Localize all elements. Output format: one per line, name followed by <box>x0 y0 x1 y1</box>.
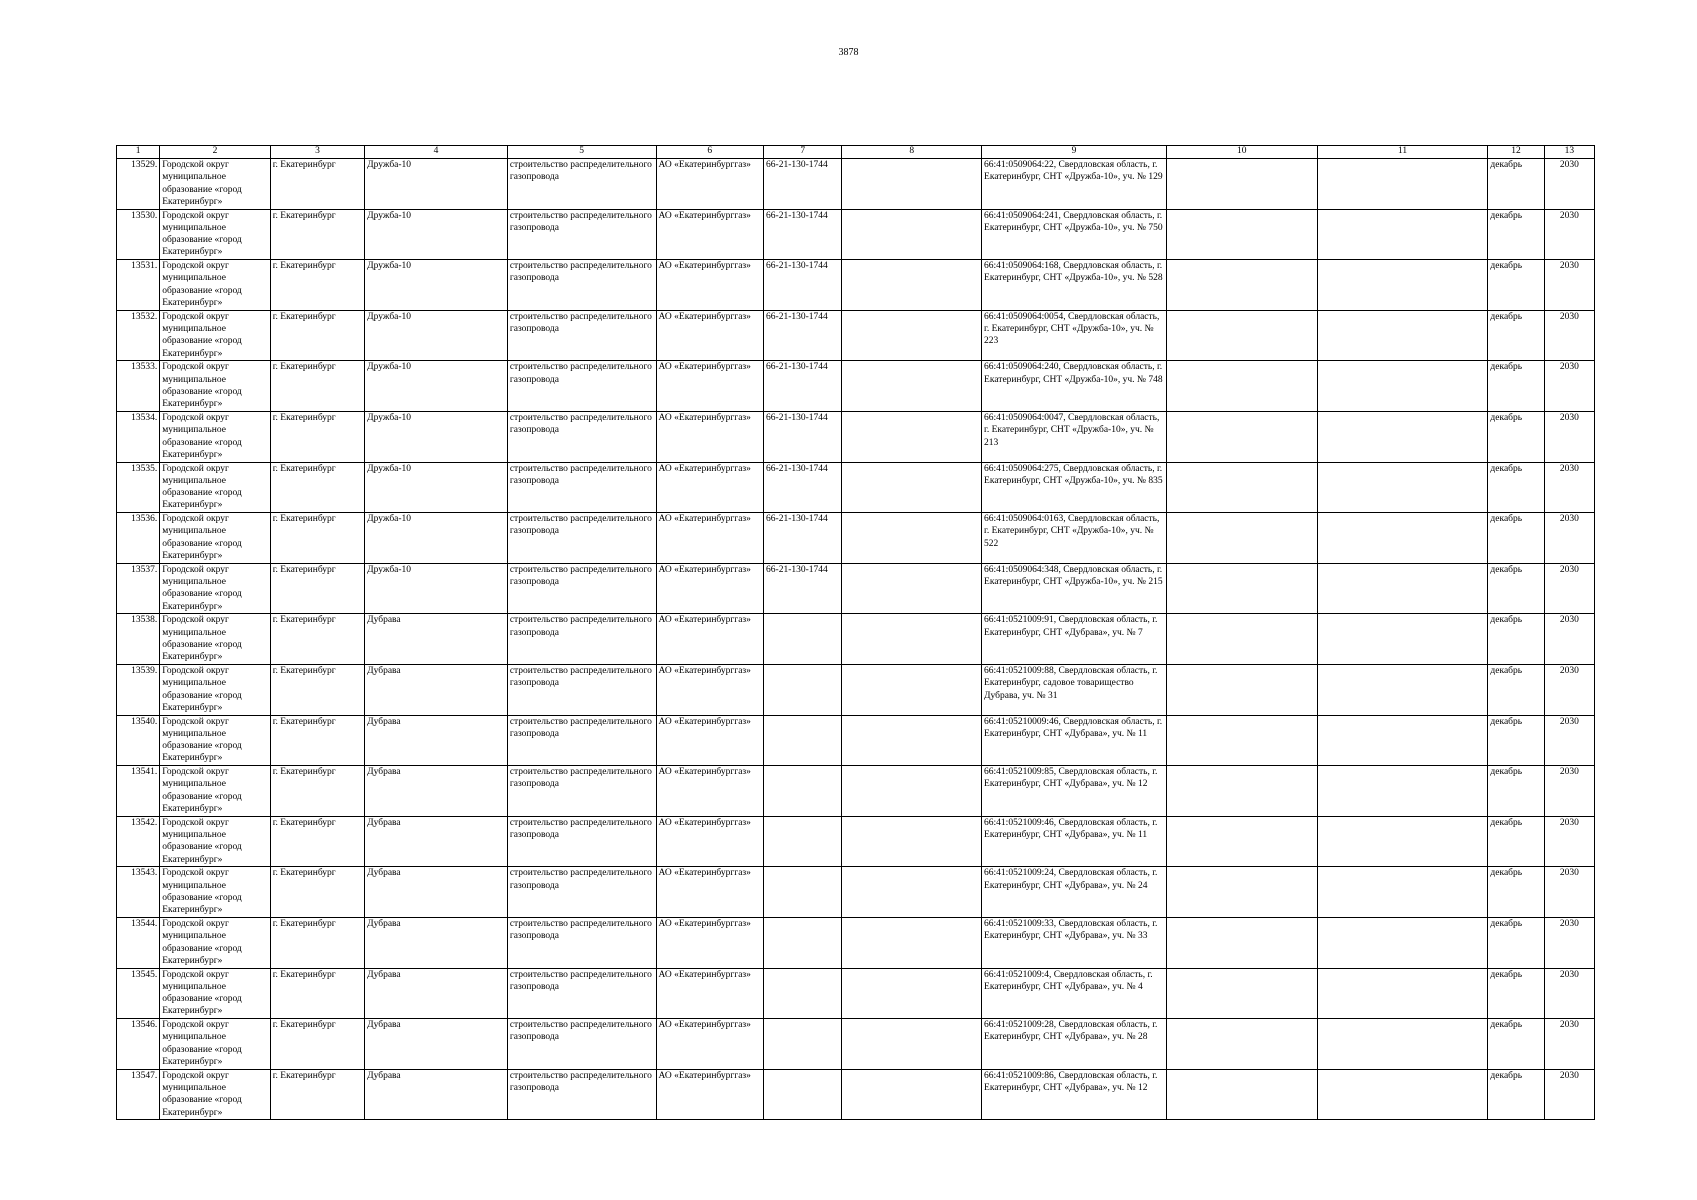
cell-address: 66:41:0509064:0054, Свердловская область, г. Екатеринбург, СНТ «Дружба-10», уч. № 223 <box>982 310 1167 361</box>
cell-col11 <box>1317 411 1488 462</box>
cell-month: декабрь <box>1488 968 1544 1019</box>
table-row <box>117 411 1595 462</box>
cell-year: 2030 <box>1544 310 1594 361</box>
cell-month: декабрь <box>1488 411 1544 462</box>
cell-year: 2030 <box>1544 361 1594 412</box>
cell-locality: Дубрава <box>365 664 508 715</box>
cell-month: декабрь <box>1488 1019 1544 1070</box>
cell-col10 <box>1166 816 1317 867</box>
cell-district: Городской округ муниципальное образование «город Екатеринбург» <box>160 816 271 867</box>
cell-work: строительство распределительного газопровода <box>507 411 656 462</box>
cell-district: Городской округ муниципальное образование «город Екатеринбург» <box>160 664 271 715</box>
cell-number: 13541. <box>117 766 160 817</box>
cell-code <box>764 968 842 1019</box>
cell-number: 13543. <box>117 867 160 918</box>
cell-number: 13539. <box>117 664 160 715</box>
cell-work: строительство распределительного газопровода <box>507 715 656 766</box>
cell-organization: АО «Екатеринбурггаз» <box>656 715 764 766</box>
cell-work: строительство распределительного газопровода <box>507 917 656 968</box>
cell-city: г. Екатеринбург <box>270 462 364 513</box>
cell-year: 2030 <box>1544 1069 1594 1120</box>
cell-col10 <box>1166 867 1317 918</box>
cell-locality: Дубрава <box>365 715 508 766</box>
column-header: 2 <box>160 146 271 159</box>
table-row <box>117 766 1595 817</box>
cell-organization: АО «Екатеринбурггаз» <box>656 917 764 968</box>
cell-code <box>764 664 842 715</box>
cell-col8 <box>842 968 982 1019</box>
cell-col11 <box>1317 159 1488 210</box>
cell-code: 66-21-130-1744 <box>764 159 842 210</box>
cell-col8 <box>842 310 982 361</box>
cell-city: г. Екатеринбург <box>270 614 364 665</box>
cell-work: строительство распределительного газопровода <box>507 209 656 260</box>
table-row <box>117 563 1595 614</box>
cell-code: 66-21-130-1744 <box>764 260 842 311</box>
cell-city: г. Екатеринбург <box>270 159 364 210</box>
cell-col11 <box>1317 310 1488 361</box>
cell-month: декабрь <box>1488 209 1544 260</box>
cell-col10 <box>1166 361 1317 412</box>
cell-year: 2030 <box>1544 664 1594 715</box>
cell-code <box>764 614 842 665</box>
cell-number: 13532. <box>117 310 160 361</box>
cell-work: строительство распределительного газопровода <box>507 159 656 210</box>
cell-address: 66:41:0509064:22, Свердловская область, г. Екатеринбург, СНТ «Дружба-10», уч. № 129 <box>982 159 1167 210</box>
cell-col11 <box>1317 513 1488 564</box>
cell-col8 <box>842 513 982 564</box>
cell-work: строительство распределительного газопровода <box>507 462 656 513</box>
cell-work: строительство распределительного газопровода <box>507 563 656 614</box>
cell-month: декабрь <box>1488 462 1544 513</box>
table-row <box>117 513 1595 564</box>
cell-organization: АО «Екатеринбурггаз» <box>656 209 764 260</box>
cell-district: Городской округ муниципальное образование «город Екатеринбург» <box>160 563 271 614</box>
cell-year: 2030 <box>1544 563 1594 614</box>
cell-month: декабрь <box>1488 513 1544 564</box>
cell-year: 2030 <box>1544 462 1594 513</box>
cell-work: строительство распределительного газопровода <box>507 513 656 564</box>
cell-organization: АО «Екатеринбурггаз» <box>656 513 764 564</box>
cell-address: 66:41:0521009:86, Свердловская область, г. Екатеринбург, СНТ «Дубрава», уч. № 12 <box>982 1069 1167 1120</box>
table-row <box>117 209 1595 260</box>
cell-month: декабрь <box>1488 917 1544 968</box>
cell-col10 <box>1166 715 1317 766</box>
cell-code: 66-21-130-1744 <box>764 411 842 462</box>
table-row <box>117 614 1595 665</box>
cell-col11 <box>1317 1019 1488 1070</box>
cell-organization: АО «Екатеринбурггаз» <box>656 867 764 918</box>
cell-district: Городской округ муниципальное образование «город Екатеринбург» <box>160 614 271 665</box>
table-row <box>117 462 1595 513</box>
cell-city: г. Екатеринбург <box>270 563 364 614</box>
cell-year: 2030 <box>1544 715 1594 766</box>
cell-organization: АО «Екатеринбурггаз» <box>656 260 764 311</box>
cell-district: Городской округ муниципальное образование «город Екатеринбург» <box>160 260 271 311</box>
table-row <box>117 816 1595 867</box>
cell-col10 <box>1166 1019 1317 1070</box>
cell-col10 <box>1166 462 1317 513</box>
cell-address: 66:41:0521009:28, Свердловская область, г. Екатеринбург, СНТ «Дубрава», уч. № 28 <box>982 1019 1167 1070</box>
cell-code <box>764 1069 842 1120</box>
cell-organization: АО «Екатеринбурггаз» <box>656 361 764 412</box>
cell-number: 13536. <box>117 513 160 564</box>
cell-district: Городской округ муниципальное образование «город Екатеринбург» <box>160 361 271 412</box>
cell-year: 2030 <box>1544 816 1594 867</box>
cell-col8 <box>842 917 982 968</box>
cell-month: декабрь <box>1488 1069 1544 1120</box>
cell-address: 66:41:0509064:240, Свердловская область, г. Екатеринбург, СНТ «Дружба-10», уч. № 748 <box>982 361 1167 412</box>
table-row <box>117 310 1595 361</box>
cell-col11 <box>1317 917 1488 968</box>
cell-work: строительство распределительного газопровода <box>507 1019 656 1070</box>
cell-code: 66-21-130-1744 <box>764 513 842 564</box>
cell-year: 2030 <box>1544 766 1594 817</box>
table-row <box>117 361 1595 412</box>
cell-city: г. Екатеринбург <box>270 867 364 918</box>
cell-work: строительство распределительного газопровода <box>507 867 656 918</box>
cell-address: 66:41:0521009:91, Свердловская область, г. Екатеринбург, СНТ «Дубрава», уч. № 7 <box>982 614 1167 665</box>
cell-number: 13531. <box>117 260 160 311</box>
cell-col8 <box>842 1019 982 1070</box>
cell-year: 2030 <box>1544 917 1594 968</box>
cell-number: 13547. <box>117 1069 160 1120</box>
cell-work: строительство распределительного газопровода <box>507 664 656 715</box>
cell-year: 2030 <box>1544 209 1594 260</box>
table-row <box>117 260 1595 311</box>
column-header: 13 <box>1544 146 1594 159</box>
cell-number: 13540. <box>117 715 160 766</box>
column-header: 11 <box>1317 146 1488 159</box>
cell-organization: АО «Екатеринбурггаз» <box>656 664 764 715</box>
column-header: 3 <box>270 146 364 159</box>
cell-code <box>764 715 842 766</box>
column-header: 8 <box>842 146 982 159</box>
cell-organization: АО «Екатеринбурггаз» <box>656 1019 764 1070</box>
cell-district: Городской округ муниципальное образование «город Екатеринбург» <box>160 310 271 361</box>
cell-month: декабрь <box>1488 260 1544 311</box>
cell-organization: АО «Екатеринбурггаз» <box>656 462 764 513</box>
cell-district: Городской округ муниципальное образование «город Екатеринбург» <box>160 209 271 260</box>
cell-district: Городской округ муниципальное образование «город Екатеринбург» <box>160 159 271 210</box>
cell-locality: Дружба-10 <box>365 260 508 311</box>
table-row <box>117 867 1595 918</box>
cell-city: г. Екатеринбург <box>270 715 364 766</box>
cell-col8 <box>842 260 982 311</box>
cell-locality: Дубрава <box>365 917 508 968</box>
cell-work: строительство распределительного газопровода <box>507 816 656 867</box>
cell-locality: Дубрава <box>365 1019 508 1070</box>
cell-district: Городской округ муниципальное образование «город Екатеринбург» <box>160 715 271 766</box>
table-row <box>117 159 1595 210</box>
cell-col8 <box>842 766 982 817</box>
cell-code: 66-21-130-1744 <box>764 209 842 260</box>
cell-col8 <box>842 715 982 766</box>
cell-number: 13537. <box>117 563 160 614</box>
cell-col8 <box>842 867 982 918</box>
cell-code: 66-21-130-1744 <box>764 310 842 361</box>
cell-locality: Дубрава <box>365 1069 508 1120</box>
cell-address: 66:41:0521009:4, Свердловская область, г. Екатеринбург, СНТ «Дубрава», уч. № 4 <box>982 968 1167 1019</box>
cell-district: Городской округ муниципальное образование «город Екатеринбург» <box>160 867 271 918</box>
cell-col11 <box>1317 816 1488 867</box>
cell-number: 13546. <box>117 1019 160 1070</box>
cell-code: 66-21-130-1744 <box>764 462 842 513</box>
cell-district: Городской округ муниципальное образование «город Екатеринбург» <box>160 1069 271 1120</box>
cell-address: 66:41:0509064:168, Свердловская область, г. Екатеринбург, СНТ «Дружба-10», уч. № 528 <box>982 260 1167 311</box>
cell-col10 <box>1166 766 1317 817</box>
cell-organization: АО «Екатеринбурггаз» <box>656 766 764 817</box>
data-table <box>116 145 1595 1120</box>
cell-col8 <box>842 159 982 210</box>
cell-work: строительство распределительного газопровода <box>507 1069 656 1120</box>
table-row <box>117 664 1595 715</box>
cell-month: декабрь <box>1488 361 1544 412</box>
cell-number: 13545. <box>117 968 160 1019</box>
cell-number: 13535. <box>117 462 160 513</box>
table-row <box>117 917 1595 968</box>
cell-address: 66:41:0509064:0047, Свердловская область, г. Екатеринбург, СНТ «Дружба-10», уч. № 213 <box>982 411 1167 462</box>
cell-col8 <box>842 664 982 715</box>
cell-district: Городской округ муниципальное образование «город Екатеринбург» <box>160 513 271 564</box>
cell-locality: Дубрава <box>365 867 508 918</box>
cell-month: декабрь <box>1488 766 1544 817</box>
cell-col10 <box>1166 614 1317 665</box>
cell-month: декабрь <box>1488 614 1544 665</box>
cell-code <box>764 766 842 817</box>
cell-city: г. Екатеринбург <box>270 1069 364 1120</box>
cell-district: Городской округ муниципальное образование «город Екатеринбург» <box>160 1019 271 1070</box>
cell-address: 66:41:0521009:85, Свердловская область, г. Екатеринбург, СНТ «Дубрава», уч. № 12 <box>982 766 1167 817</box>
cell-district: Городской округ муниципальное образование «город Екатеринбург» <box>160 411 271 462</box>
cell-city: г. Екатеринбург <box>270 664 364 715</box>
cell-year: 2030 <box>1544 159 1594 210</box>
cell-col10 <box>1166 968 1317 1019</box>
cell-col11 <box>1317 1069 1488 1120</box>
table-row <box>117 715 1595 766</box>
cell-work: строительство распределительного газопровода <box>507 260 656 311</box>
table-row <box>117 1019 1595 1070</box>
cell-number: 13544. <box>117 917 160 968</box>
cell-locality: Дружба-10 <box>365 209 508 260</box>
cell-work: строительство распределительного газопровода <box>507 766 656 817</box>
cell-city: г. Екатеринбург <box>270 1019 364 1070</box>
cell-work: строительство распределительного газопровода <box>507 310 656 361</box>
cell-address: 66:41:0509064:0163, Свердловская область, г. Екатеринбург, СНТ «Дружба-10», уч. № 522 <box>982 513 1167 564</box>
cell-col10 <box>1166 563 1317 614</box>
cell-number: 13533. <box>117 361 160 412</box>
cell-city: г. Екатеринбург <box>270 816 364 867</box>
cell-col8 <box>842 614 982 665</box>
cell-col8 <box>842 1069 982 1120</box>
cell-locality: Дубрава <box>365 614 508 665</box>
cell-locality: Дружба-10 <box>365 563 508 614</box>
cell-district: Городской округ муниципальное образование «город Екатеринбург» <box>160 766 271 817</box>
cell-code <box>764 816 842 867</box>
cell-address: 66:41:0509064:275, Свердловская область, г. Екатеринбург, СНТ «Дружба-10», уч. № 835 <box>982 462 1167 513</box>
cell-locality: Дружба-10 <box>365 159 508 210</box>
cell-address: 66:41:0509064:348, Свердловская область, г. Екатеринбург, СНТ «Дружба-10», уч. № 215 <box>982 563 1167 614</box>
cell-col10 <box>1166 664 1317 715</box>
cell-number: 13530. <box>117 209 160 260</box>
cell-locality: Дубрава <box>365 816 508 867</box>
cell-address: 66:41:0509064:241, Свердловская область, г. Екатеринбург, СНТ «Дружба-10», уч. № 750 <box>982 209 1167 260</box>
cell-locality: Дубрава <box>365 766 508 817</box>
cell-col8 <box>842 361 982 412</box>
cell-col11 <box>1317 361 1488 412</box>
cell-col8 <box>842 462 982 513</box>
cell-work: строительство распределительного газопровода <box>507 361 656 412</box>
page-number: 3878 <box>838 47 859 58</box>
cell-locality: Дубрава <box>365 968 508 1019</box>
table-row <box>117 968 1595 1019</box>
cell-month: декабрь <box>1488 715 1544 766</box>
column-header: 9 <box>982 146 1167 159</box>
cell-year: 2030 <box>1544 513 1594 564</box>
cell-locality: Дружба-10 <box>365 310 508 361</box>
cell-district: Городской округ муниципальное образование «город Екатеринбург» <box>160 462 271 513</box>
cell-month: декабрь <box>1488 159 1544 210</box>
cell-month: декабрь <box>1488 563 1544 614</box>
cell-year: 2030 <box>1544 867 1594 918</box>
cell-city: г. Екатеринбург <box>270 310 364 361</box>
column-header: 10 <box>1166 146 1317 159</box>
cell-month: декабрь <box>1488 310 1544 361</box>
cell-work: строительство распределительного газопровода <box>507 614 656 665</box>
cell-city: г. Екатеринбург <box>270 513 364 564</box>
cell-number: 13538. <box>117 614 160 665</box>
cell-col8 <box>842 411 982 462</box>
cell-number: 13534. <box>117 411 160 462</box>
cell-col10 <box>1166 917 1317 968</box>
cell-number: 13529. <box>117 159 160 210</box>
cell-col11 <box>1317 664 1488 715</box>
cell-city: г. Екатеринбург <box>270 260 364 311</box>
cell-organization: АО «Екатеринбурггаз» <box>656 159 764 210</box>
cell-col11 <box>1317 563 1488 614</box>
cell-col11 <box>1317 614 1488 665</box>
cell-address: 66:41:05210009:46, Свердловская область, г. Екатеринбург, СНТ «Дубрава», уч. № 11 <box>982 715 1167 766</box>
cell-code: 66-21-130-1744 <box>764 563 842 614</box>
cell-organization: АО «Екатеринбурггаз» <box>656 614 764 665</box>
cell-code <box>764 917 842 968</box>
cell-col11 <box>1317 462 1488 513</box>
cell-year: 2030 <box>1544 411 1594 462</box>
cell-month: декабрь <box>1488 816 1544 867</box>
cell-col11 <box>1317 715 1488 766</box>
cell-locality: Дружба-10 <box>365 361 508 412</box>
cell-organization: АО «Екатеринбурггаз» <box>656 1069 764 1120</box>
cell-month: декабрь <box>1488 867 1544 918</box>
cell-year: 2030 <box>1544 260 1594 311</box>
cell-col8 <box>842 816 982 867</box>
cell-address: 66:41:0521009:24, Свердловская область, г. Екатеринбург, СНТ «Дубрава», уч. № 24 <box>982 867 1167 918</box>
cell-organization: АО «Екатеринбурггаз» <box>656 816 764 867</box>
cell-col10 <box>1166 513 1317 564</box>
cell-address: 66:41:0521009:88, Свердловская область, г. Екатеринбург, садовое товарищество Дубрава, уч. № 31 <box>982 664 1167 715</box>
column-header: 4 <box>365 146 508 159</box>
cell-col10 <box>1166 411 1317 462</box>
cell-work: строительство распределительного газопровода <box>507 968 656 1019</box>
column-header: 6 <box>656 146 764 159</box>
cell-city: г. Екатеринбург <box>270 209 364 260</box>
cell-district: Городской округ муниципальное образование «город Екатеринбург» <box>160 968 271 1019</box>
cell-col10 <box>1166 209 1317 260</box>
cell-code <box>764 867 842 918</box>
column-header: 12 <box>1488 146 1544 159</box>
cell-col8 <box>842 563 982 614</box>
cell-col11 <box>1317 209 1488 260</box>
cell-organization: АО «Екатеринбурггаз» <box>656 968 764 1019</box>
cell-city: г. Екатеринбург <box>270 968 364 1019</box>
cell-organization: АО «Екатеринбурггаз» <box>656 310 764 361</box>
cell-year: 2030 <box>1544 1019 1594 1070</box>
cell-district: Городской округ муниципальное образование «город Екатеринбург» <box>160 917 271 968</box>
cell-col11 <box>1317 968 1488 1019</box>
cell-col11 <box>1317 766 1488 817</box>
cell-year: 2030 <box>1544 614 1594 665</box>
cell-locality: Дружба-10 <box>365 462 508 513</box>
cell-city: г. Екатеринбург <box>270 361 364 412</box>
cell-locality: Дружба-10 <box>365 411 508 462</box>
cell-col10 <box>1166 159 1317 210</box>
header-row <box>117 146 1595 159</box>
cell-city: г. Екатеринбург <box>270 917 364 968</box>
cell-month: декабрь <box>1488 664 1544 715</box>
cell-code: 66-21-130-1744 <box>764 361 842 412</box>
cell-year: 2030 <box>1544 968 1594 1019</box>
cell-col11 <box>1317 867 1488 918</box>
cell-col10 <box>1166 310 1317 361</box>
column-header: 7 <box>764 146 842 159</box>
cell-organization: АО «Екатеринбурггаз» <box>656 563 764 614</box>
table-row <box>117 1069 1595 1120</box>
cell-col10 <box>1166 260 1317 311</box>
cell-organization: АО «Екатеринбурггаз» <box>656 411 764 462</box>
cell-col11 <box>1317 260 1488 311</box>
cell-col10 <box>1166 1069 1317 1120</box>
cell-locality: Дружба-10 <box>365 513 508 564</box>
cell-number: 13542. <box>117 816 160 867</box>
cell-code <box>764 1019 842 1070</box>
column-header: 5 <box>507 146 656 159</box>
cell-col8 <box>842 209 982 260</box>
cell-address: 66:41:0521009:46, Свердловская область, г. Екатеринбург, СНТ «Дубрава», уч. № 11 <box>982 816 1167 867</box>
column-header: 1 <box>117 146 160 159</box>
cell-address: 66:41:0521009:33, Свердловская область, г. Екатеринбург, СНТ «Дубрава», уч. № 33 <box>982 917 1167 968</box>
cell-city: г. Екатеринбург <box>270 411 364 462</box>
cell-city: г. Екатеринбург <box>270 766 364 817</box>
